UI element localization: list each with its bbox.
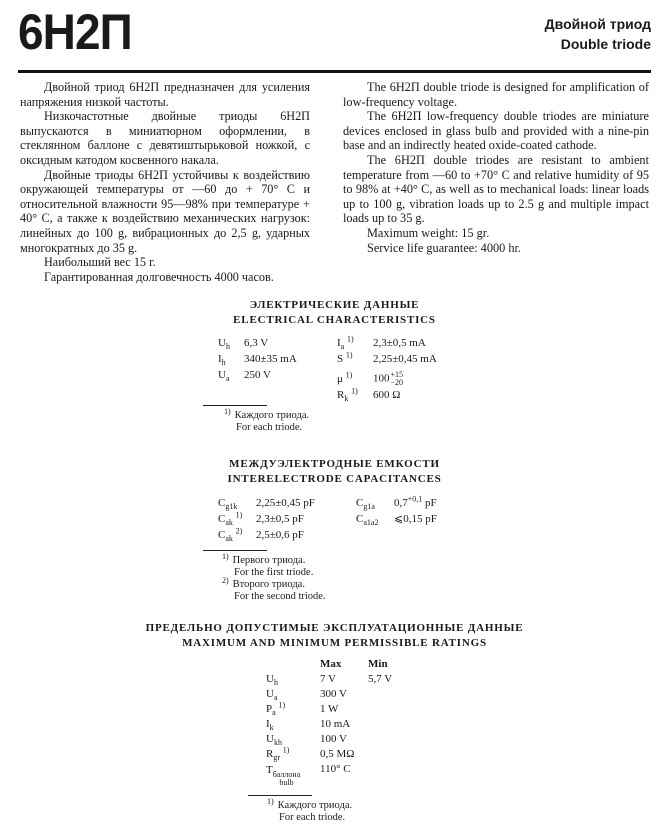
capacitance-footnotes: $^{1)}$ Первого триода. For the first triode. $^{2)}$ Второго триода. For the second triode.: [222, 551, 326, 602]
ratings-row: $U_{kh}$ 100 V: [266, 733, 347, 748]
desc-en-p5: Service life guarantee: 4000 hr.: [367, 240, 521, 255]
ratings-row: $I_k$ 10 mA: [266, 718, 351, 733]
col-min-header: Min: [368, 658, 388, 670]
capacitance-left-list: [218, 496, 315, 544]
electrical-section-title: [0, 298, 669, 328]
ratings-section-title: [0, 621, 669, 651]
ratings-row: $U_a$ 300 V: [266, 688, 347, 703]
header-subtitle: [545, 14, 651, 54]
electrical-title-en: ELECTRICAL CHARACTERISTICS: [233, 314, 436, 326]
param-row: $C_{a1a2}$ ⩽0,15 pF: [356, 513, 437, 528]
electrical-title-ru: ЭЛЕКТРИЧЕСКИЕ ДАННЫЕ: [249, 299, 420, 311]
param-row: $C_{g1k}$ 2,25±0,45 pF: [218, 497, 315, 512]
param-row: $I_a$ $^{1)}$ 2,3±0,5 mA: [337, 334, 426, 352]
param-row: μ $^{1)}$ 100 +15 −20: [337, 369, 404, 387]
ratings-header-row: [266, 657, 392, 672]
capacitance-right-list: [356, 496, 437, 528]
electrical-left-list: [218, 336, 297, 384]
electrical-footnote: $^{1)}$ Каждого триода. For each triode.: [224, 406, 310, 433]
capacitance-title-en: INTERELECTRODE CAPACITANCES: [227, 473, 442, 485]
desc-ru-p1: Двойной триод 6Н2П предназначен для усиления напряжения низкой частоты.: [20, 80, 310, 109]
desc-en-p1: The 6H2П double triode is designed for amplification of low-frequency voltage.: [343, 80, 649, 109]
desc-ru-p4: Наибольший вес 15 г.: [44, 255, 156, 270]
desc-ru-p3: Двойные триоды 6Н2П устойчивы к воздействию окружающей температуры от —60 до + 70° С и относительной влажности 95—98% при температуре + 40° С, а также к воздействию механических нагрузок: линейных до 100 g, вибрационных до 2,5 g, ударных многократных до 35 g.: [20, 167, 310, 255]
capacitance-title-ru: МЕЖДУЭЛЕКТРОДНЫЕ ЕМКОСТИ: [229, 458, 440, 470]
ratings-row: $R_{gr}$ $^{1)}$ 0,5 MΩ: [266, 745, 355, 763]
ratings-row: $P_a$ $^{1)}$ 1 W: [266, 700, 339, 718]
desc-en-p3: The 6H2П double triodes are resistant to ambient temperature from —60 to +70° C and relative humidity of 95 to 98% at +40° C, as well as to mechanical loads: linear loads up to 100 g, vibration loads up to 2.5 g and multiple impact loads up to 35 g.: [343, 152, 649, 226]
param-row: $U_h$ 6,3 V: [218, 337, 269, 352]
footnote-rule: [203, 550, 267, 551]
tube-model-title: 6Н2П: [18, 4, 132, 60]
col-max-header: Max: [320, 658, 342, 670]
param-row: $I_h$ 340±35 mA: [218, 353, 297, 368]
param-row: $C_{ak}$ $^{2)}$ 2,5±0,6 pF: [218, 526, 304, 544]
desc-ru-p5: Гарантированная долговечность 4000 часов.: [44, 269, 274, 284]
param-row: $C_{g1a}$ $0,7^{+0,1}$ pF: [356, 494, 437, 512]
footnote-rule: [248, 795, 312, 796]
electrical-right-list: [337, 336, 437, 404]
param-row: $C_{ak}$ $^{1)}$ 2,3±0,5 pF: [218, 510, 304, 528]
title-en: Double triode: [560, 36, 651, 52]
ratings-footnote: $^{1)}$ Каждого триода. For each triode.: [267, 796, 353, 823]
param-row: $R_k$ $^{1)}$ 600 Ω: [337, 386, 401, 404]
desc-en-p2: The 6H2П low-frequency double triodes are miniature devices enclosed in glass bulb and provided with a nine-pin base and an indirectly heated oxide-coated cathode.: [343, 109, 649, 153]
ratings-table: [266, 657, 392, 787]
desc-en-p4: Maximum weight: 15 gr.: [367, 225, 490, 240]
ratings-title-en: MAXIMUM AND MINIMUM PERMISSIBLE RATINGS: [182, 637, 487, 649]
description-ru: [20, 80, 310, 284]
ratings-row: $U_h$ 7 V 5,7 V: [266, 673, 393, 688]
param-row: $U_a$ 250 V: [218, 369, 271, 384]
ratings-title-ru: ПРЕДЕЛЬНО ДОПУСТИМЫЕ ЭКСПЛУАТАЦИОННЫЕ ДАННЫЕ: [145, 622, 524, 634]
ratings-row: T баллона bulb 110° C: [266, 763, 351, 787]
capacitance-section-title: [0, 457, 669, 487]
description-en: [343, 80, 649, 255]
header-rule: [18, 70, 651, 73]
footnote-rule: [203, 405, 267, 406]
title-ru: Двойной триод: [544, 16, 651, 32]
param-row: S $^{1)}$ 2,25±0,45 mA: [337, 350, 437, 365]
desc-ru-p2: Низкочастотные двойные триоды 6Н2П выпускаются в миниатюрном оформлении, в стеклянном баллоне с девятиштырьковой ножкой, с оксидным катодом косвенного накала.: [20, 109, 310, 167]
